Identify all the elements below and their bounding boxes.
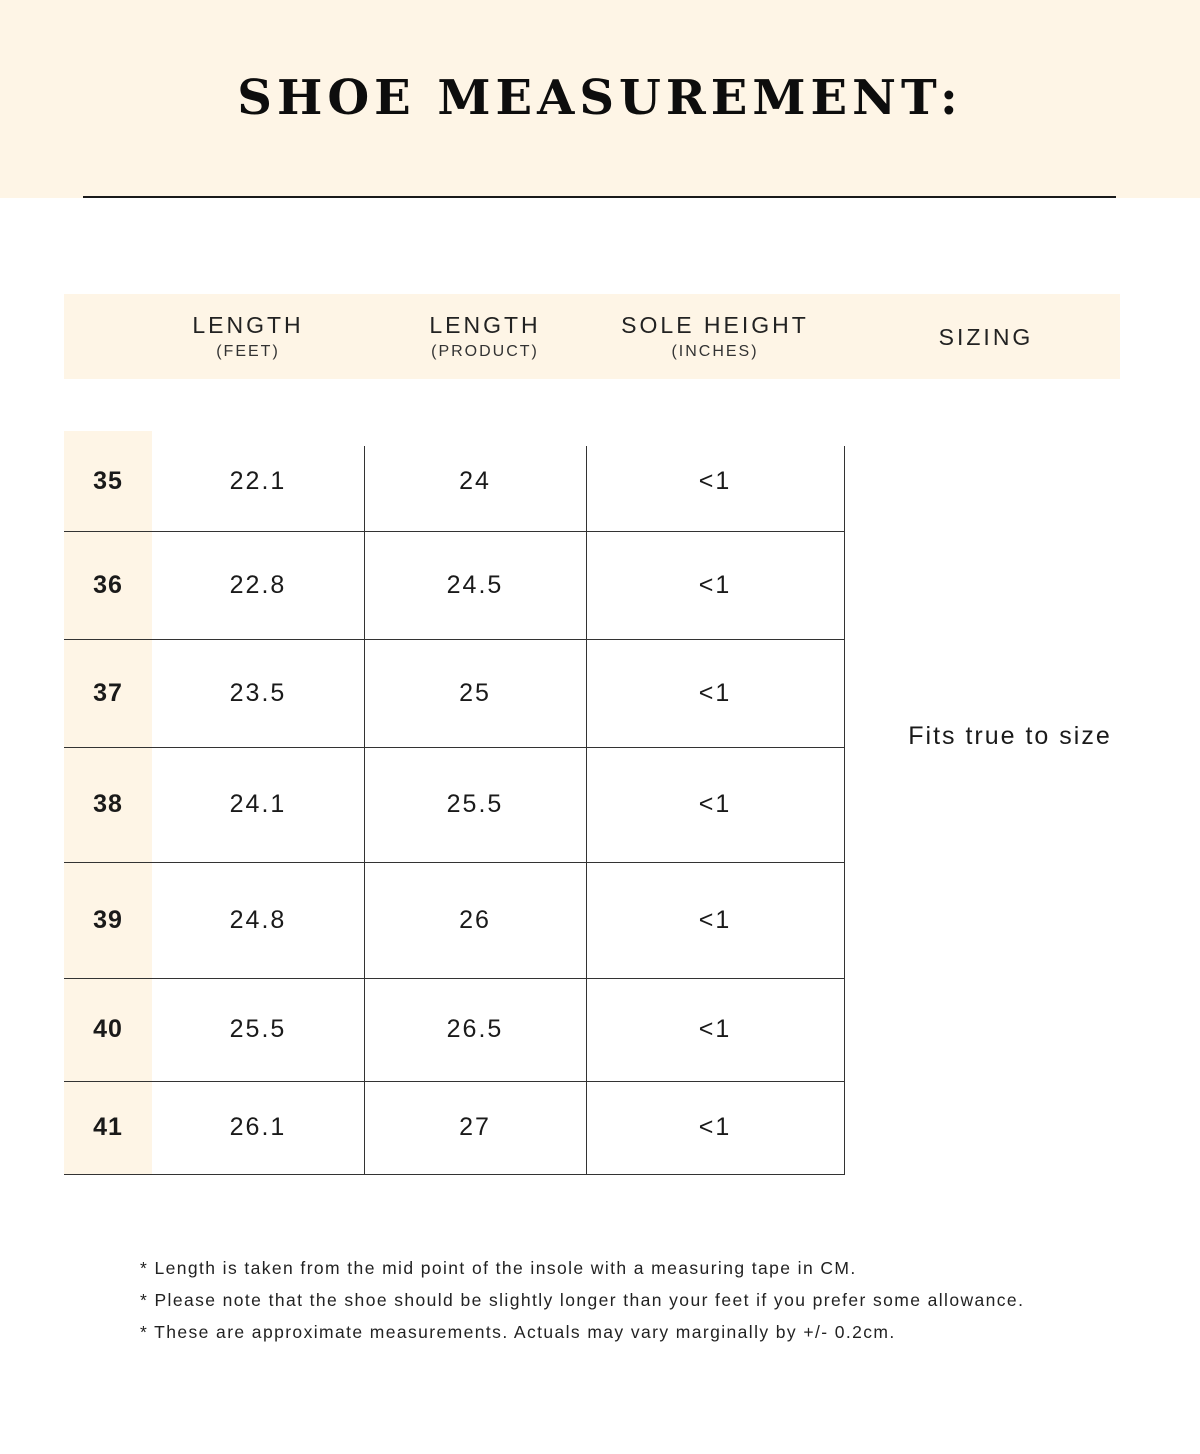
length-feet-cell: 22.8 (229, 570, 287, 599)
length-product-cell: 26.5 (446, 1015, 504, 1043)
footnote: * Please note that the shoe should be slightly longer than your feet if you prefer some allowance. (140, 1290, 1025, 1310)
sole-height-cell: <1 (698, 678, 732, 707)
size-cell: 41 (93, 1113, 123, 1141)
footnotes (140, 1252, 1180, 1348)
column-header-unit: (FEET) (216, 342, 280, 360)
column-header-length-feet (152, 294, 344, 379)
sizing-note: Fits true to size (908, 722, 1112, 750)
table-row (64, 431, 846, 531)
table-row (64, 862, 846, 978)
column-header-sole-height (595, 294, 835, 379)
title-divider (83, 196, 1116, 198)
size-cell: 37 (93, 678, 123, 707)
page-title: SHOE MEASUREMENT: (237, 70, 963, 126)
length-product-cell: 24.5 (446, 570, 504, 599)
length-product-cell: 26 (459, 905, 491, 934)
length-feet-cell: 26.1 (229, 1113, 287, 1141)
size-cell: 40 (93, 1015, 123, 1043)
footnote: * Length is taken from the mid point of the insole with a measuring tape in CM. (140, 1258, 857, 1278)
column-header-label: SIZING (938, 323, 1034, 350)
table-row (64, 978, 846, 1081)
column-header-unit: (PRODUCT) (431, 342, 539, 360)
length-product-cell: 25 (459, 678, 491, 707)
size-cell: 36 (93, 570, 123, 599)
sole-height-cell: <1 (698, 1113, 732, 1141)
table-row (64, 531, 846, 639)
sole-height-cell: <1 (698, 790, 732, 818)
column-header-label: SOLE HEIGHT (621, 311, 809, 338)
length-feet-cell: 22.1 (229, 466, 287, 495)
size-cell: 38 (93, 790, 123, 818)
length-product-cell: 27 (459, 1113, 491, 1141)
sole-height-cell: <1 (698, 466, 732, 495)
column-header-label: LENGTH (429, 311, 541, 338)
column-header-label: LENGTH (192, 311, 304, 338)
length-feet-cell: 24.8 (229, 905, 287, 934)
size-cell: 35 (93, 466, 123, 495)
length-product-cell: 25.5 (446, 790, 504, 818)
length-feet-cell: 24.1 (229, 790, 287, 818)
length-feet-cell: 23.5 (229, 678, 287, 707)
row-divider (64, 1174, 845, 1175)
column-header-sizing (886, 294, 1086, 379)
footnote: * These are approximate measurements. Actuals may vary marginally by +/- 0.2cm. (140, 1322, 896, 1342)
size-cell: 39 (93, 905, 123, 934)
sole-height-cell: <1 (698, 570, 732, 599)
table-row (64, 747, 846, 862)
column-header-unit: (INCHES) (671, 342, 759, 360)
sole-height-cell: <1 (698, 1015, 732, 1043)
table-row (64, 1081, 846, 1174)
length-product-cell: 24 (459, 466, 491, 495)
table-row (64, 639, 846, 747)
sole-height-cell: <1 (698, 905, 732, 934)
column-header-length-product (375, 294, 595, 379)
length-feet-cell: 25.5 (229, 1015, 287, 1043)
